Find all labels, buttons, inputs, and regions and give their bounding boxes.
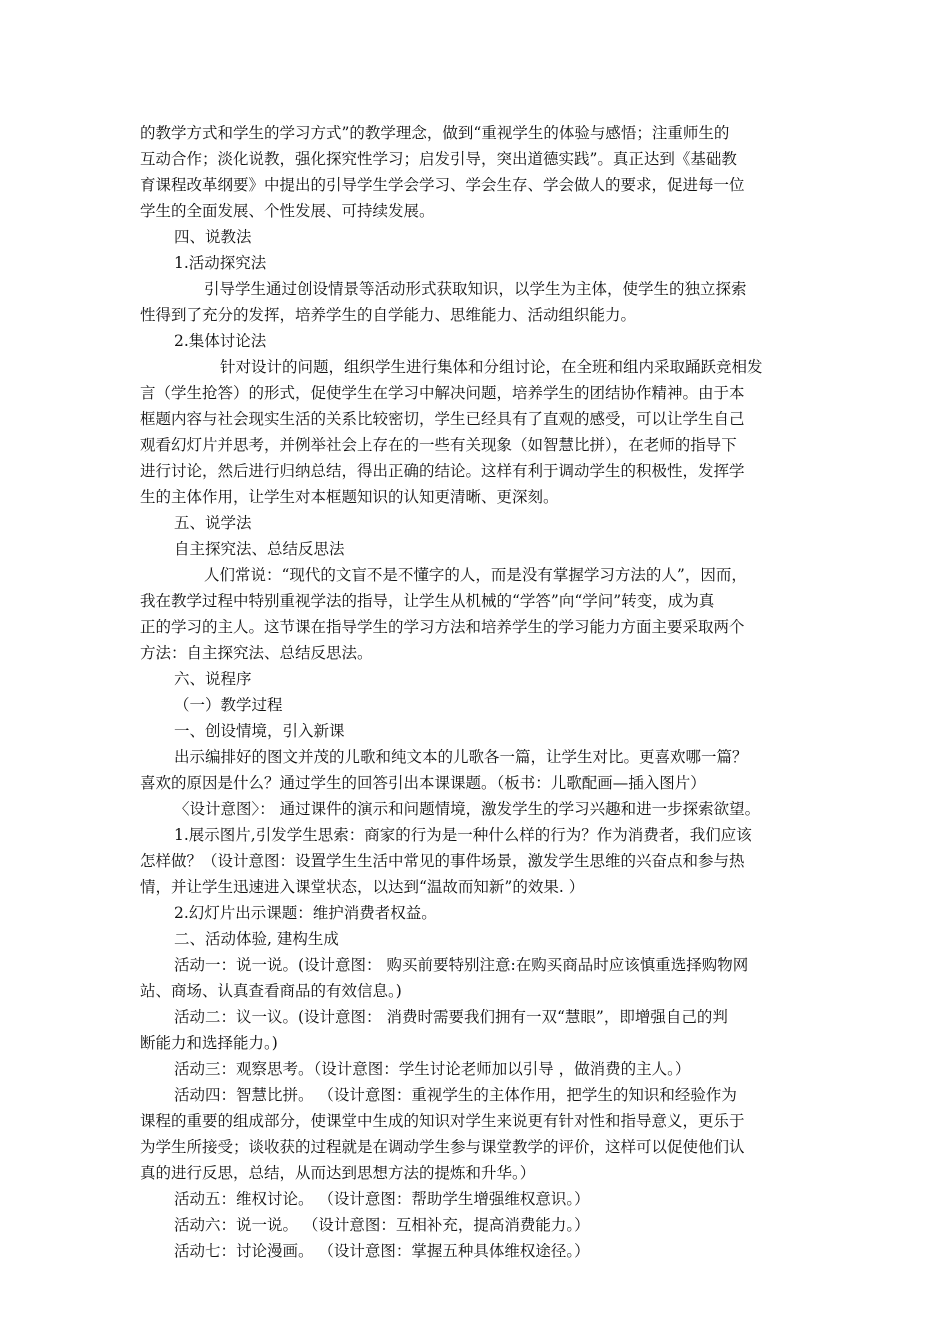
text-line: 进行讨论，然后进行归纳总结，得出正确的结论。这样有利于调动学生的积极性，发挥学 <box>140 462 745 480</box>
text-line: 我在教学过程中特别重视学法的指导，让学生从机械的“学答”向“学问”转变，成为真 <box>140 592 715 610</box>
document-page <box>140 120 810 1264</box>
text-line: 框题内容与社会现实生活的关系比较密切，学生已经具有了直观的感受，可以让学生自己 <box>140 410 745 428</box>
subsection-heading: 二、活动体验, 建构生成 <box>174 930 339 948</box>
text-line: 1.展示图片,引发学生思索：商家的行为是一种什么样的行为？作为消费者，我们应该 <box>174 826 752 844</box>
text-line: 喜欢的原因是什么？通过学生的回答引出本课课题。（板书：儿歌配画—插入图片） <box>140 774 706 792</box>
text-line: 情，并让学生迅速进入课堂状态，以达到“温故而知新”的效果. ） <box>140 878 585 896</box>
text-line: 针对设计的问题，组织学生进行集体和分组讨论，在全班和组内采取踊跃竞相发 <box>220 358 763 376</box>
text-line: 怎样做？（设计意图：设置学生生活中常见的事件场景，激发学生思维的兴奋点和参与热 <box>140 852 745 870</box>
text-line: 课程的重要的组成部分，使课堂中生成的知识对学生来说更有针对性和指导意义，更乐于 <box>140 1112 745 1130</box>
text-line: 2.幻灯片出示课题：维护消费者权益。 <box>174 904 437 922</box>
text-line: 活动七：讨论漫画。 （设计意图：掌握五种具体维权途径。） <box>174 1242 590 1260</box>
text-line: 活动六：说一说。 （设计意图：互相补充，提高消费能力。） <box>174 1216 590 1234</box>
text-line: 自主探究法、总结反思法 <box>174 540 345 558</box>
text-line: 真的进行反思，总结，从而达到思想方法的提炼和升华。） <box>140 1164 536 1182</box>
section-heading: 四、说教法 <box>174 228 252 246</box>
text-line: 引导学生通过创设情景等活动形式获取知识，以学生为主体，使学生的独立探索 <box>204 280 747 298</box>
section-heading: 五、说学法 <box>174 514 252 532</box>
text-line: 活动三：观察思考。（设计意图：学生讨论老师加以引导 ，做消费的主人。） <box>174 1060 691 1078</box>
text-line: 〈设计意图〉： 通过课件的演示和问题情境，激发学生的学习兴趣和进一步探索欲望。 <box>174 800 761 818</box>
text-line: 断能力和选择能力。) <box>140 1034 278 1052</box>
subsection-heading: （一）教学过程 <box>174 696 283 714</box>
text-line: 言（学生抢答）的形式，促使学生在学习中解决问题，培养学生的团结协作精神。由于本 <box>140 384 745 402</box>
text-line: 学生的全面发展、个性发展、可持续发展。 <box>140 202 435 220</box>
text-line: 观看幻灯片并思考，并例举社会上存在的一些有关现象（如智慧比拼），在老师的指导下 <box>140 436 737 454</box>
section-heading: 六、说程序 <box>174 670 252 688</box>
text-line: 方法：自主探究法、总结反思法。 <box>140 644 373 662</box>
subsection-heading: 一、创设情境，引入新课 <box>174 722 345 740</box>
text-line: 的教学方式和学生的学习方式”的教学理念，做到“重视学生的体验与感悟；注重师生的 <box>140 124 730 142</box>
text-line: 活动四：智慧比拼。 （设计意图：重视学生的主体作用，把学生的知识和经验作为 <box>174 1086 737 1104</box>
text-line: 生的主体作用，让学生对本框题知识的认知更清晰、更深刻。 <box>140 488 559 506</box>
text-line: 性得到了充分的发挥，培养学生的自学能力、思维能力、活动组织能力。 <box>140 306 637 324</box>
text-line: 活动二：议一议。(设计意图： 消费时需要我们拥有一双“慧眼”，即增强自己的判 <box>174 1008 728 1026</box>
text-line: 人们常说：“现代的文盲不是不懂字的人，而是没有掌握学习方法的人”，因而， <box>204 566 747 584</box>
text-line: 正的学习的主人。这节课在指导学生的学习方法和培养学生的学习能力方面主要采取两个 <box>140 618 745 636</box>
text-line: 站、商场、认真查看商品的有效信息。) <box>140 982 402 1000</box>
subsection-heading: 2.集体讨论法 <box>174 332 267 350</box>
text-line: 互动合作；淡化说教，强化探究性学习；启发引导，突出道德实践”。真正达到《基础教 <box>140 150 737 168</box>
text-line: 育课程改革纲要》中提出的引导学生学会学习、学会生存、学会做人的要求，促进每一位 <box>140 176 745 194</box>
text-line: 活动一：说一说。(设计意图： 购买前要特别注意:在购买商品时应该慎重选择购物网 <box>174 956 749 974</box>
text-line: 为学生所接受；谈收获的过程就是在调动学生参与课堂教学的评价，这样可以促使他们认 <box>140 1138 745 1156</box>
text-line: 活动五：维权讨论。 （设计意图：帮助学生增强维权意识。） <box>174 1190 590 1208</box>
subsection-heading: 1.活动探究法 <box>174 254 267 272</box>
text-line: 出示编排好的图文并茂的儿歌和纯文本的儿歌各一篇，让学生对比。更喜欢哪一篇？ <box>174 748 748 766</box>
